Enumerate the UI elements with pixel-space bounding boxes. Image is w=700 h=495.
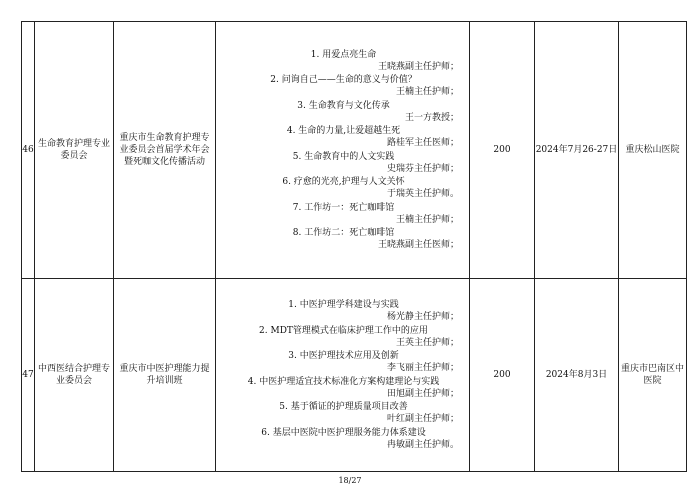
program-topic: 5. 生命教育中的人文实践 [292, 151, 395, 162]
table-row [22, 279, 687, 472]
program-topic: 6. 疗愈的光亮,护理与人文关怀 [282, 177, 405, 187]
program-topic: 2. 问询自己——生命的意义与价值？ [270, 75, 417, 85]
program-speaker: 杨光静主任护师； [386, 312, 459, 322]
program-speaker: 王英主任护师； [395, 337, 459, 348]
participant-count: 200 [470, 279, 535, 472]
program-topic: 4. 生命的力量,让爱超越生死 [286, 126, 401, 136]
program-speaker: 王晓燕副主任医师； [377, 240, 459, 250]
program-speaker: 于瑞英主任护师。 [386, 189, 459, 199]
event-title: 重庆市生命教育护理专业委员会首届学术年会暨死咖文化传播活动 [114, 22, 216, 279]
program-speaker: 田旭副主任护师； [386, 388, 459, 399]
program-topic: 2. MDT管理模式在临床护理工作中的应用 [259, 325, 428, 336]
committee-name: 中西医结合护理专业委员会 [35, 279, 114, 472]
program-topic: 4. 中医护理适宜技术标准化方案构建理论与实践 [247, 376, 440, 387]
table-row [22, 22, 687, 279]
program-speaker: 李飞丽主任护师； [386, 363, 459, 373]
event-title: 重庆市中医护理能力提升培训班 [114, 279, 216, 472]
program-speaker: 王一方教授； [404, 112, 459, 123]
event-venue: 重庆市巴南区中医院 [619, 279, 687, 472]
event-date: 2024年8月3日 [535, 279, 619, 472]
program-topic: 1. 中医护理学科建设与实践 [288, 300, 399, 310]
row-number: 46 [22, 22, 35, 279]
event-venue: 重庆松山医院 [619, 22, 687, 279]
page-number: 18/27 [338, 476, 362, 485]
program-speaker: 王晓燕副主任护师； [377, 61, 459, 72]
program-topic: 7. 工作坊一：死亡咖啡馆 [292, 202, 395, 213]
program-speaker: 路桂军主任医师； [386, 138, 459, 148]
program-topic: 3. 中医护理技术应用及创新 [288, 351, 399, 361]
program-speaker: 冉敏副主任护师。 [386, 439, 459, 450]
program-speaker: 王楠主任护师； [395, 214, 459, 225]
participant-count: 200 [470, 22, 535, 279]
program-list [216, 279, 470, 472]
row-number: 47 [22, 279, 35, 472]
program-speaker: 王楠主任护师； [395, 87, 459, 97]
program-speaker: 史瑞芬主任护师； [386, 163, 459, 174]
activity-table [21, 21, 687, 472]
program-speaker: 叶红副主任护师； [386, 414, 459, 424]
program-topic: 8. 工作坊二：死亡咖啡馆 [292, 228, 395, 238]
committee-name: 生命教育护理专业委员会 [35, 22, 114, 279]
program-list [216, 22, 470, 279]
program-topic: 1. 用爱点亮生命 [310, 49, 377, 60]
program-topic: 3. 生命教育与文化传承 [297, 100, 390, 111]
event-date: 2024年7月26-27日 [535, 22, 619, 279]
program-topic: 5. 基于循证的护理质量项目改善 [279, 402, 408, 412]
program-topic: 6. 基层中医院中医护理服务能力体系建设 [261, 427, 426, 438]
